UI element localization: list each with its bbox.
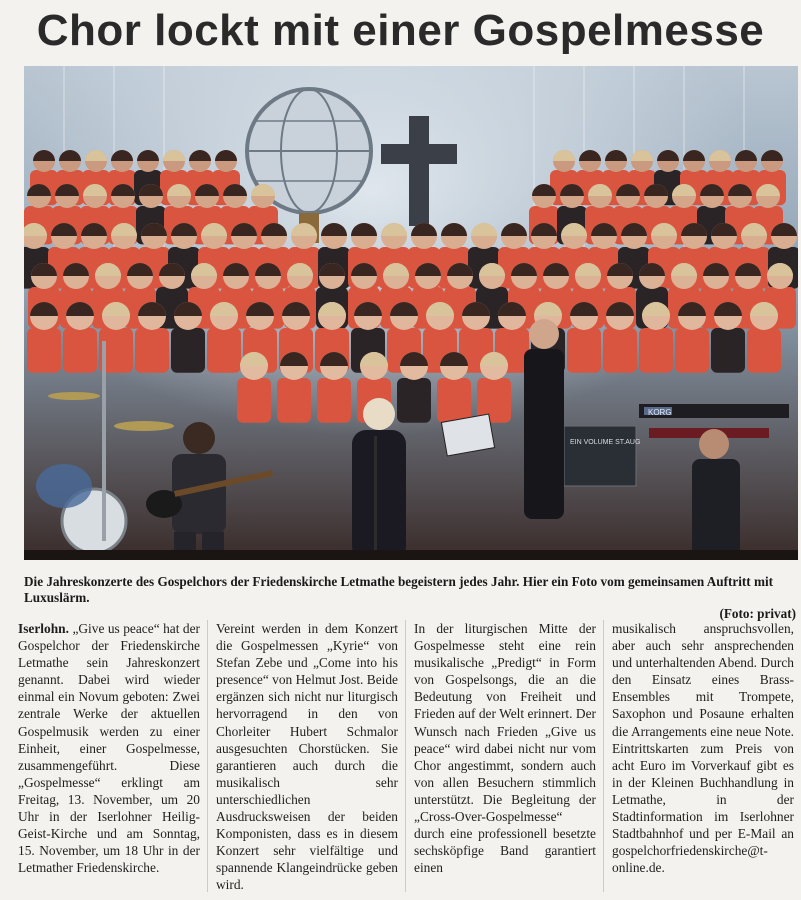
choir-member-body (437, 378, 471, 423)
dateline: Iserlohn. (18, 621, 69, 636)
column-divider (405, 620, 406, 892)
choir-member-body (277, 378, 311, 423)
choir-member-body (675, 328, 709, 373)
choir-photo-illustration (24, 66, 798, 560)
choir-photo (24, 66, 798, 560)
stage-banner (564, 426, 640, 486)
article-column-2 (216, 620, 398, 896)
choir-member-body (567, 328, 601, 373)
keyboard-brand: KORG (648, 408, 672, 417)
choir-member-body (603, 328, 637, 373)
choir-member-body (639, 328, 673, 373)
photo-credit: (Foto: privat) (719, 606, 796, 621)
article-column-1 (18, 620, 200, 896)
column-divider (207, 620, 208, 892)
choir-member-body (747, 328, 781, 373)
choir-member-body (207, 328, 241, 373)
column-3-text: In der liturgischen Mitte der Gospelmesse steht eine rein musikalische „Predigt“ in Form von Gospelsongs, die an die Bedeutung von Freiheit und Frieden auf der Welt erinnert. Der Wunsch nach Frieden „Give us peace“ wird dabei nicht nur vom Chor angestimmt, sondern auch von allen Besuchern stimmlich unterstützt. Die Begleitung der „Cross-Over-Gospelmesse“ durch eine professionell besetzte sechsköpfige Band garantiert einen (414, 621, 596, 876)
choir-member-body (63, 328, 97, 373)
choir-member-body (317, 378, 351, 423)
choir-member-body (171, 328, 205, 373)
article-column-4 (612, 620, 794, 896)
column-1-text: „Give us peace“ hat der Gospelchor der Friedenskirche Letmathe sein Jahreskonzert genannt. Dabei wird wieder einmal ein Novum geboten: Zwei zentrale Werke der aktuellen Gospelmusik werden zu einer Einheit, einer Gospelmesse, zusammengeführt. Diese „Gospelmesse“ erklingt am Freitag, 13. November, um 20 Uhr in der Iserlohner Heilig-Geist-Kirche und am Sonntag, 15. November, um 18 Uhr in der Letmather Friedenskirche. (18, 621, 200, 876)
choir-member-body (27, 328, 61, 373)
banner-text: EIN VOLUME ST.AUG (570, 439, 641, 446)
choir-member-body (237, 378, 271, 423)
choir-member-body (397, 378, 431, 423)
photo-caption (24, 574, 796, 622)
choir-member-body (135, 328, 169, 373)
column-divider (603, 620, 604, 892)
choir-member-body (711, 328, 745, 373)
column-4-text: musikalisch anspruchsvollen, aber auch sehr ansprechenden und unterhaltenden Abend. Durch den Einsatz eines Brass-Ensembles mit Trompete, Saxophon und Posaune erhalten die Arrangements eine neue Note. Eintrittskarten zum Preis von acht Euro im Vorverkauf gibt es in der Kleinen Buchhandlung in Letmathe, in der Stadtinformation im Iserlohner Stadtbahnhof und per E-Mail an gospelchorfriedenskirche@t-online.de. (612, 621, 794, 876)
article-column-3 (414, 620, 596, 896)
article-body (18, 620, 798, 896)
caption-text: Die Jahreskonzerte des Gospelchors der Friedenskirche Letmathe begeistern jedes Jahr. Hier ein Foto vom gemeinsamen Auftritt mit Luxuslärm. (24, 574, 774, 605)
column-2-text: Vereint werden in dem Konzert die Gospelmessen „Kyrie“ von Stefan Zebe und „Come into his presence“ von Helmut Jost. Beide ergänzen sich nicht nur liturgisch hervorragend in den von Chorleiter Hubert Schmalor ausgesuchten Chorstücken. Sie garantieren auch durch die musikalisch sehr unterschiedlichen Ausdrucksweisen der beiden Komponisten, dass es in diesem Konzert sehr vielfältige und spannende Klangeindrücke geben wird. (216, 621, 398, 893)
headline: Chor lockt mit einer Gospelmesse (36, 6, 765, 55)
